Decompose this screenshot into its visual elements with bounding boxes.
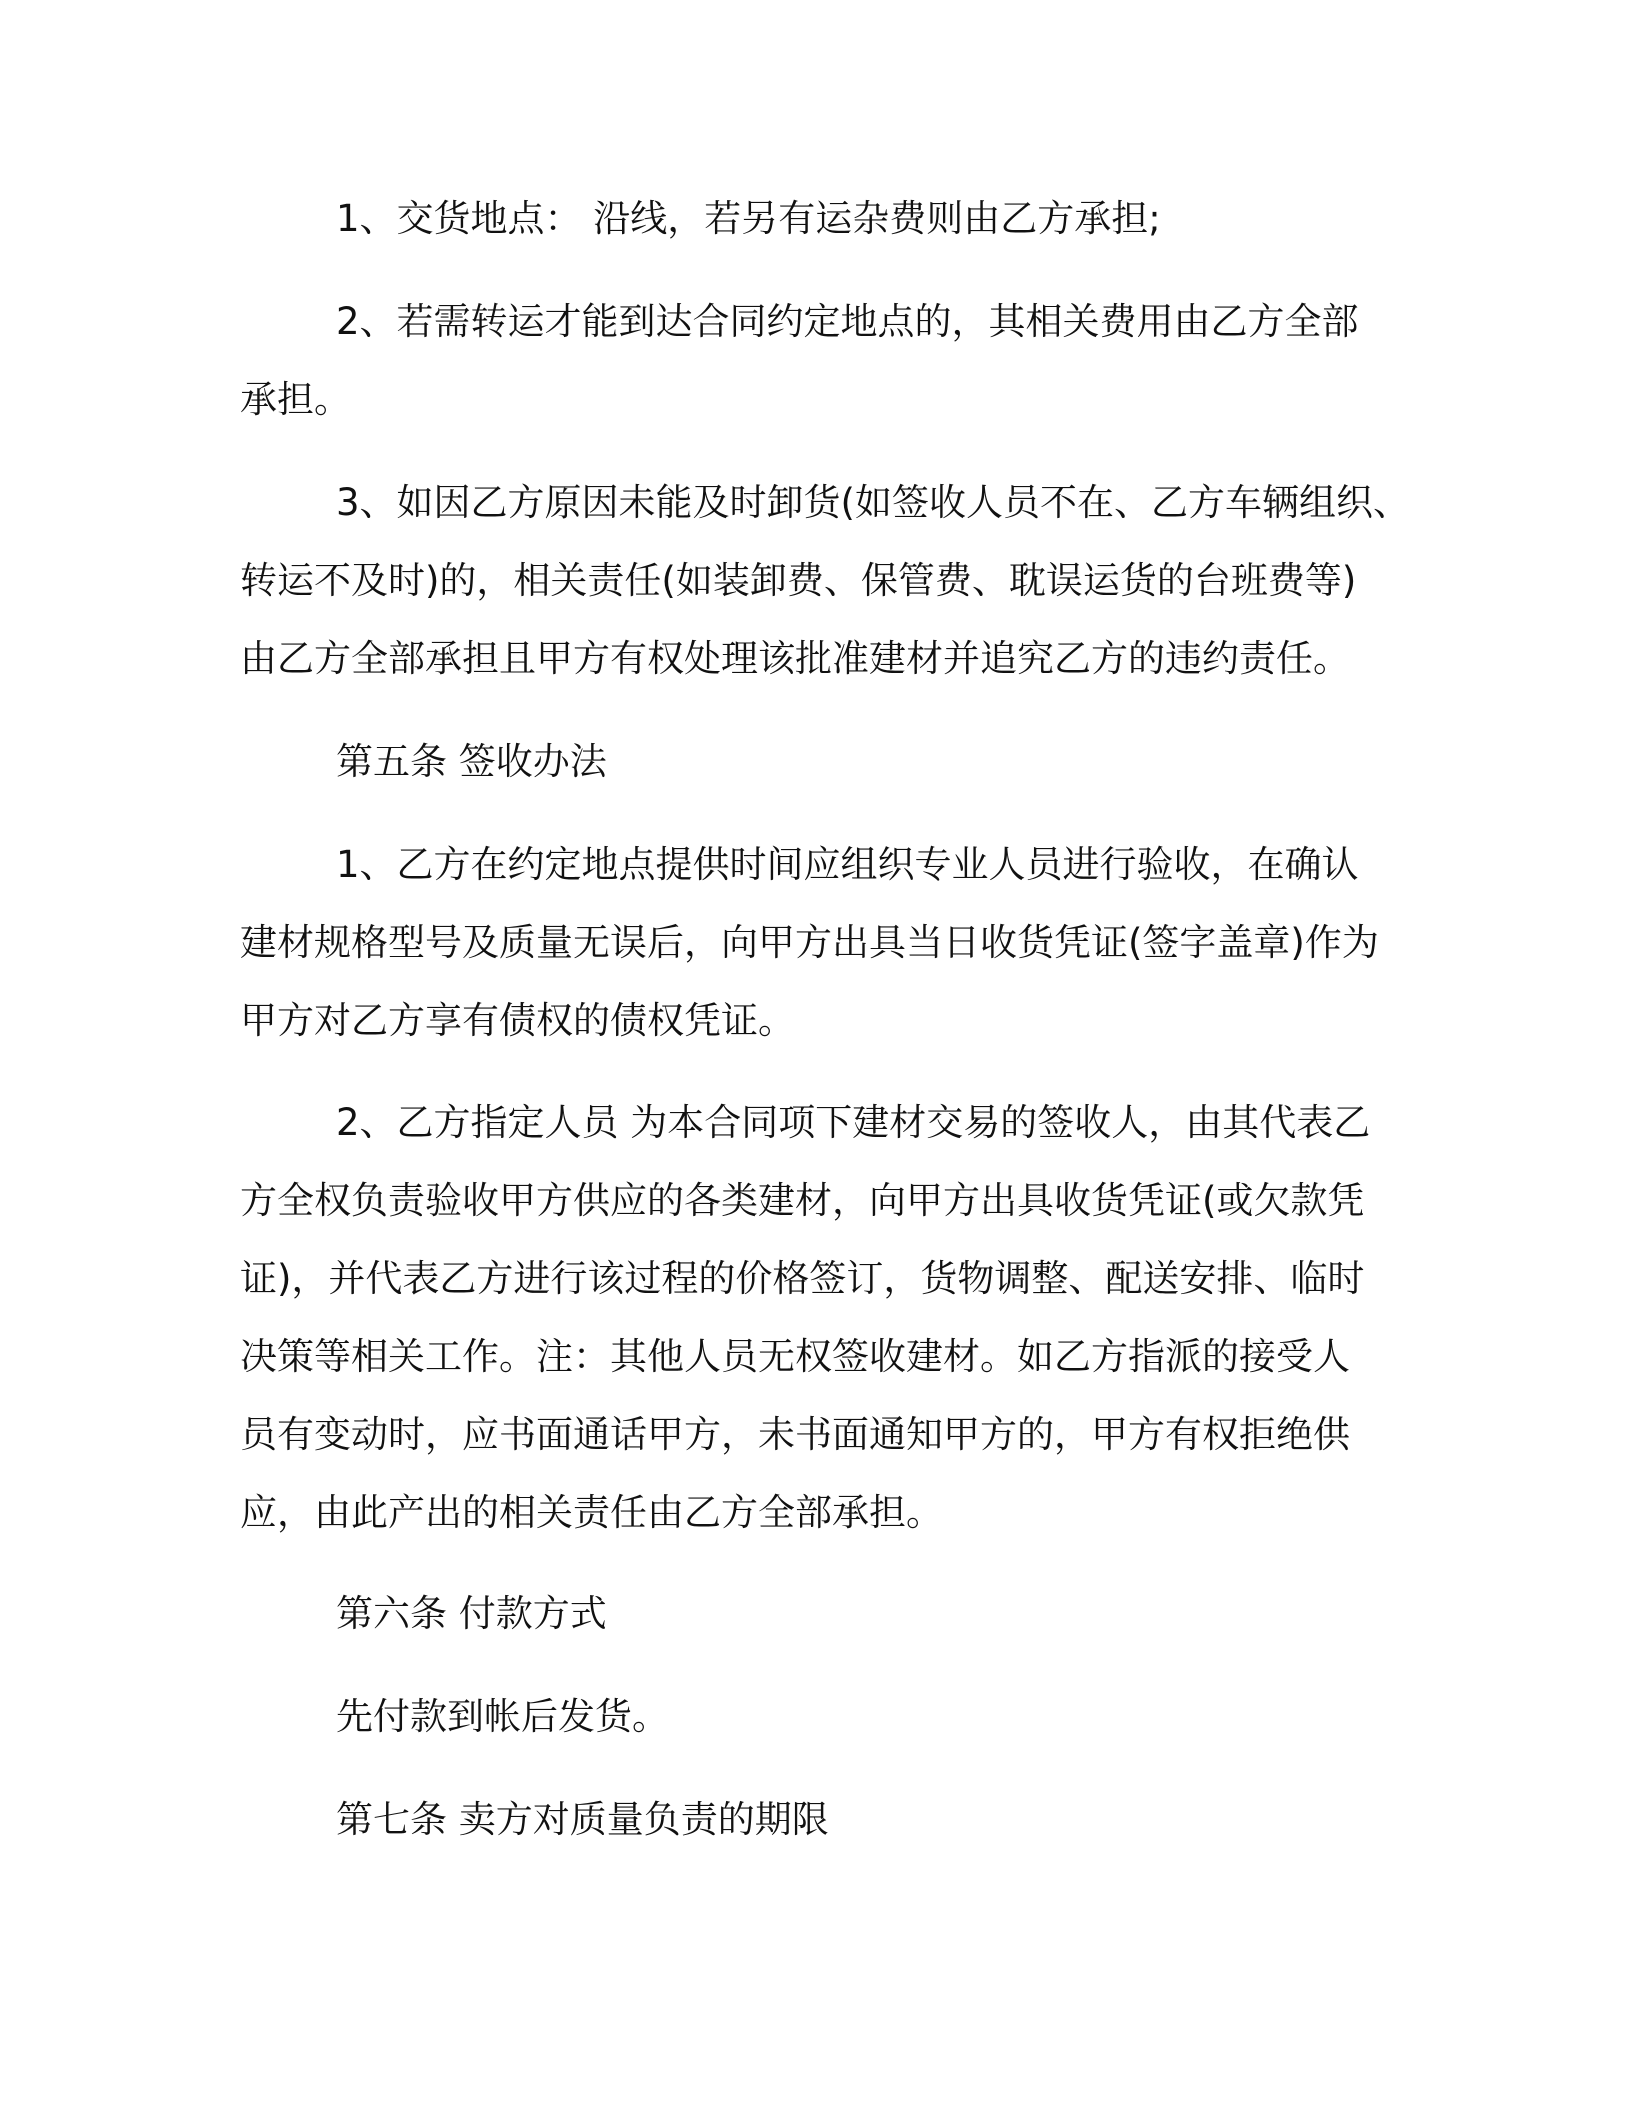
text-line: 证)，并代表乙方进行该过程的价格签订，货物调整、配送安排、临时 — [240, 1257, 1365, 1300]
text-line: 转运不及时)的，相关责任(如装卸费、保管费、耽误运货的台班费等) — [240, 559, 1357, 602]
section-heading-article-5 — [240, 723, 1400, 801]
text-line: 员有变动时，应书面通话甲方，未书面通知甲方的，甲方有权拒绝供 — [240, 1413, 1350, 1456]
paragraph-unloading-liability — [240, 464, 1410, 698]
paragraph-delivery-location — [240, 180, 1400, 258]
paragraph-payment — [240, 1678, 1400, 1756]
paragraph-transfer-cost — [240, 283, 1400, 439]
text-line: 第七条 卖方对质量负责的期限 — [336, 1798, 829, 1841]
paragraph-designated-signer — [240, 1084, 1400, 1552]
text-line: 建材规格型号及质量无误后，向甲方出具当日收货凭证(签字盖章)作为 — [240, 921, 1379, 964]
text-line: 2、乙方指定人员 为本合同项下建材交易的签收人，由其代表乙 — [336, 1101, 1371, 1144]
text-line: 1、乙方在约定地点提供时间应组织专业人员进行验收，在确认 — [336, 843, 1359, 886]
text-line: 甲方对乙方享有债权的债权凭证。 — [240, 999, 795, 1042]
text-line: 第五条 签收办法 — [336, 740, 607, 783]
text-line: 决策等相关工作。注：其他人员无权签收建材。如乙方指派的接受人 — [240, 1335, 1350, 1378]
text-line: 3、如因乙方原因未能及时卸货(如签收人员不在、乙方车辆组织、 — [336, 481, 1410, 524]
text-line: 第六条 付款方式 — [336, 1592, 607, 1635]
text-line: 由乙方全部承担且甲方有权处理该批准建材并追究乙方的违约责任。 — [240, 637, 1350, 680]
text-line: 承担。 — [240, 378, 351, 421]
text-line: 方全权负责验收甲方供应的各类建材，向甲方出具收货凭证(或欠款凭 — [240, 1179, 1365, 1222]
text-line: 2、若需转运才能到达合同约定地点的，其相关费用由乙方全部 — [336, 300, 1359, 343]
text-line: 1、交货地点： 沿线，若另有运杂费则由乙方承担; — [336, 197, 1161, 240]
text-line: 先付款到帐后发货。 — [336, 1695, 669, 1738]
section-heading-article-6 — [240, 1575, 1400, 1653]
section-heading-article-7 — [240, 1781, 1400, 1859]
text-line: 应，由此产出的相关责任由乙方全部承担。 — [240, 1491, 943, 1534]
paragraph-inspection — [240, 826, 1400, 1060]
